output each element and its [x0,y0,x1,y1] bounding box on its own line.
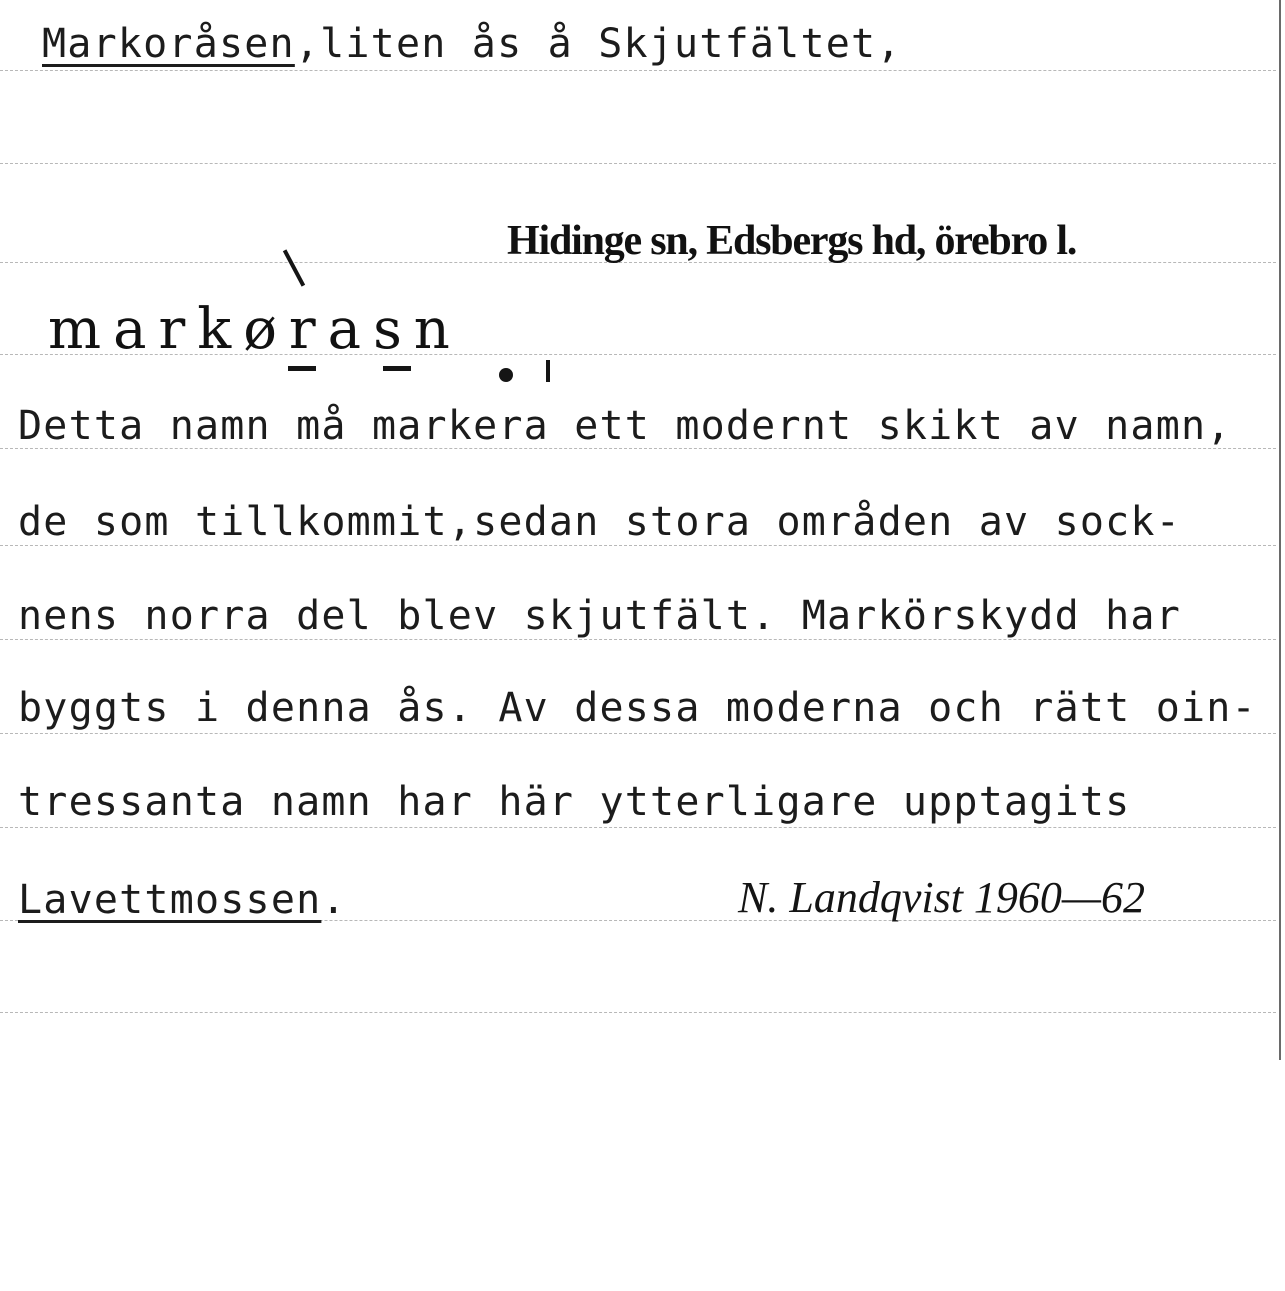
referenced-name: Lavettmossen [18,877,322,923]
body-line: byggts i denna ås. Av dessa moderna och rätt oin- [18,685,1257,731]
reference-line [18,876,347,924]
ruled-line [0,1012,1276,1013]
body-line: tressanta namn har här ytterligare upptagits [18,779,1131,825]
reference-punct: . [321,877,347,923]
card-edge [1279,0,1281,1060]
length-mark [288,366,316,371]
syllabic-stroke [546,360,550,382]
heading-line [42,20,902,68]
body-line: Detta namn må markera ett modernt skikt av namn, [18,403,1232,449]
ruled-line [0,163,1276,164]
ruled-line [0,70,1276,71]
syllabic-dot [499,368,513,382]
length-mark [383,366,411,371]
parish-line: Hidinge sn, Edsbergs hd, örebro l. [507,218,1077,264]
ruled-line [0,827,1276,828]
headword: Markoråsen [42,21,295,67]
heading-rest: ,liten ås å Skjutfältet, [294,21,902,67]
body-line: nens norra del blev skjutfält. Markörskydd har [18,593,1181,639]
stress-mark [283,249,305,286]
ruled-line [0,733,1276,734]
phonetic-transcription: markørasn [48,297,462,362]
collector-signature: N. Landqvist 1960—62 [738,873,1146,922]
body-line: de som tillkommit,sedan stora områden av sock- [18,499,1181,545]
